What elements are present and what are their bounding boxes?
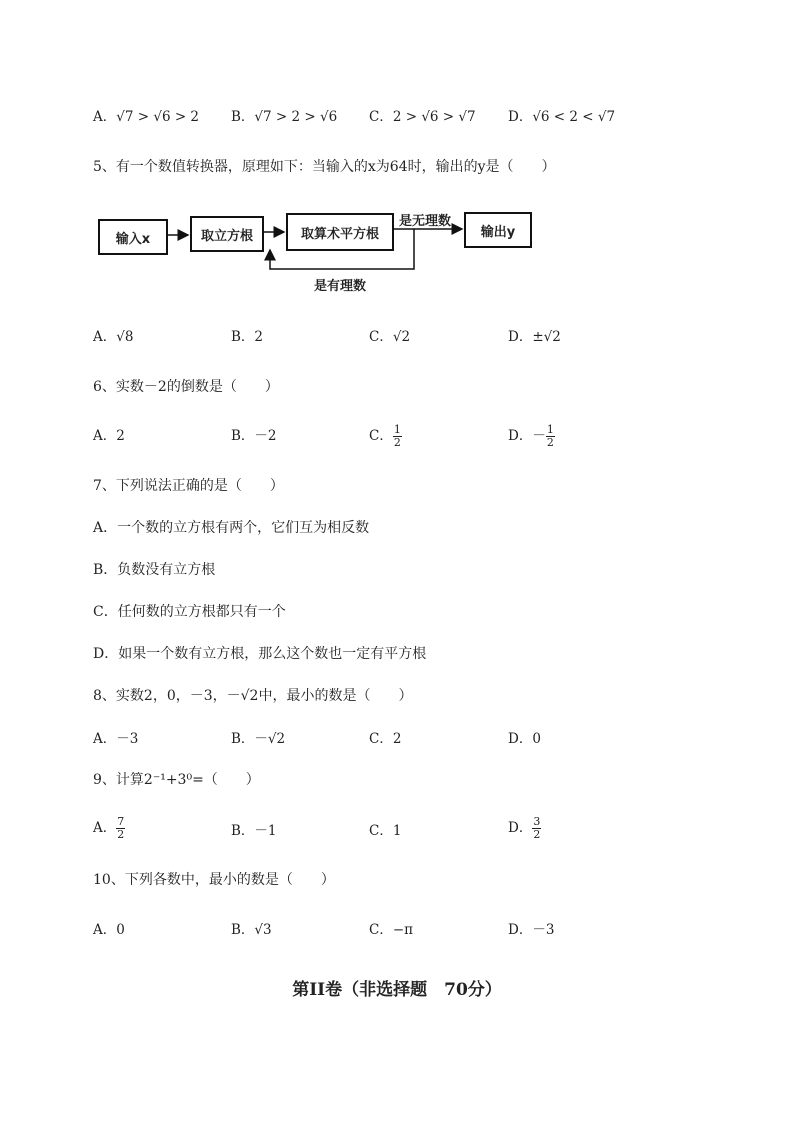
q8-option-c: C．2 [369, 731, 402, 747]
q9-option-c: C．1 [369, 823, 402, 839]
q8-stem: 8、实数2，0，－3，－√2中，最小的数是（ ） [93, 688, 413, 704]
q7-stem: 7、下列说法正确的是（ ） [93, 478, 284, 494]
q5-stem: 5、有一个数值转换器，原理如下：当输入的x为64时，输出的y是（ ） [93, 159, 556, 175]
q8-option-d: D．0 [508, 731, 541, 747]
q9-option-a: A． $\frac{7}{2}$ [93, 815, 125, 841]
q8-option-a: A．－3 [93, 731, 139, 747]
q6-option-a: A．2 [93, 428, 125, 444]
flow-input-box: 输入x [98, 219, 168, 255]
q10-option-b: B．√3 [231, 922, 272, 938]
q4-option-b: B．√7 > 2 > √6 [231, 109, 338, 125]
flow-cube-root-box: 取立方根 [190, 216, 264, 252]
q5-option-a: A．√8 [93, 329, 134, 345]
q9-stem: 9、计算2⁻¹+3⁰=（ ） [93, 772, 260, 788]
section-title: 第II卷（非选择题 70分） [292, 980, 502, 1000]
q4-option-a: A．√7 > √6 > 2 [93, 109, 200, 125]
q6-c-fraction: $\frac{1}{2}$ [393, 423, 401, 449]
q9-a-fraction: $\frac{7}{2}$ [117, 815, 125, 841]
q7-option-b: B．负数没有立方根 [93, 562, 216, 578]
q7-option-d: D．如果一个数有立方根，那么这个数也一定有平方根 [93, 646, 427, 662]
q7-option-c: C．任何数的立方根都只有一个 [93, 604, 286, 620]
q9-option-d: D． $\frac{3}{2}$ [508, 815, 541, 841]
q6-option-c: C． $\frac{1}{2}$ [369, 423, 401, 449]
flow-rational-label: 是有理数 [314, 279, 367, 294]
q6-stem: 6、实数－2的倒数是（ ） [93, 379, 279, 395]
q6-option-d: D．－ $\frac{1}{2}$ [508, 423, 554, 449]
flow-arrows [0, 0, 794, 320]
q5-option-c: C．√2 [369, 329, 411, 345]
q9-option-b: B．－1 [231, 823, 277, 839]
q5-option-b: B．2 [231, 329, 264, 345]
q10-option-d: D．－3 [508, 922, 555, 938]
q6-option-b: B．－2 [231, 428, 277, 444]
q4-option-c: C．2 > √6 > √7 [369, 109, 476, 125]
flow-irrational-label: 是无理数 [399, 214, 452, 229]
q4-option-d: D．√6 < 2 < √7 [508, 109, 616, 125]
q7-option-a: A．一个数的立方根有两个，它们互为相反数 [93, 520, 370, 536]
q9-d-fraction: $\frac{3}{2}$ [533, 815, 541, 841]
flow-sqrt-box: 取算术平方根 [286, 213, 394, 251]
flow-output-box: 输出y [464, 212, 532, 248]
q10-stem: 10、下列各数中，最小的数是（ ） [93, 872, 335, 888]
q5-option-d: D．±√2 [508, 329, 561, 345]
q6-d-fraction: $\frac{1}{2}$ [546, 423, 554, 449]
q10-option-c: C．−π [369, 922, 414, 938]
q10-option-a: A．0 [93, 922, 125, 938]
q8-option-b: B．－√2 [231, 731, 286, 747]
